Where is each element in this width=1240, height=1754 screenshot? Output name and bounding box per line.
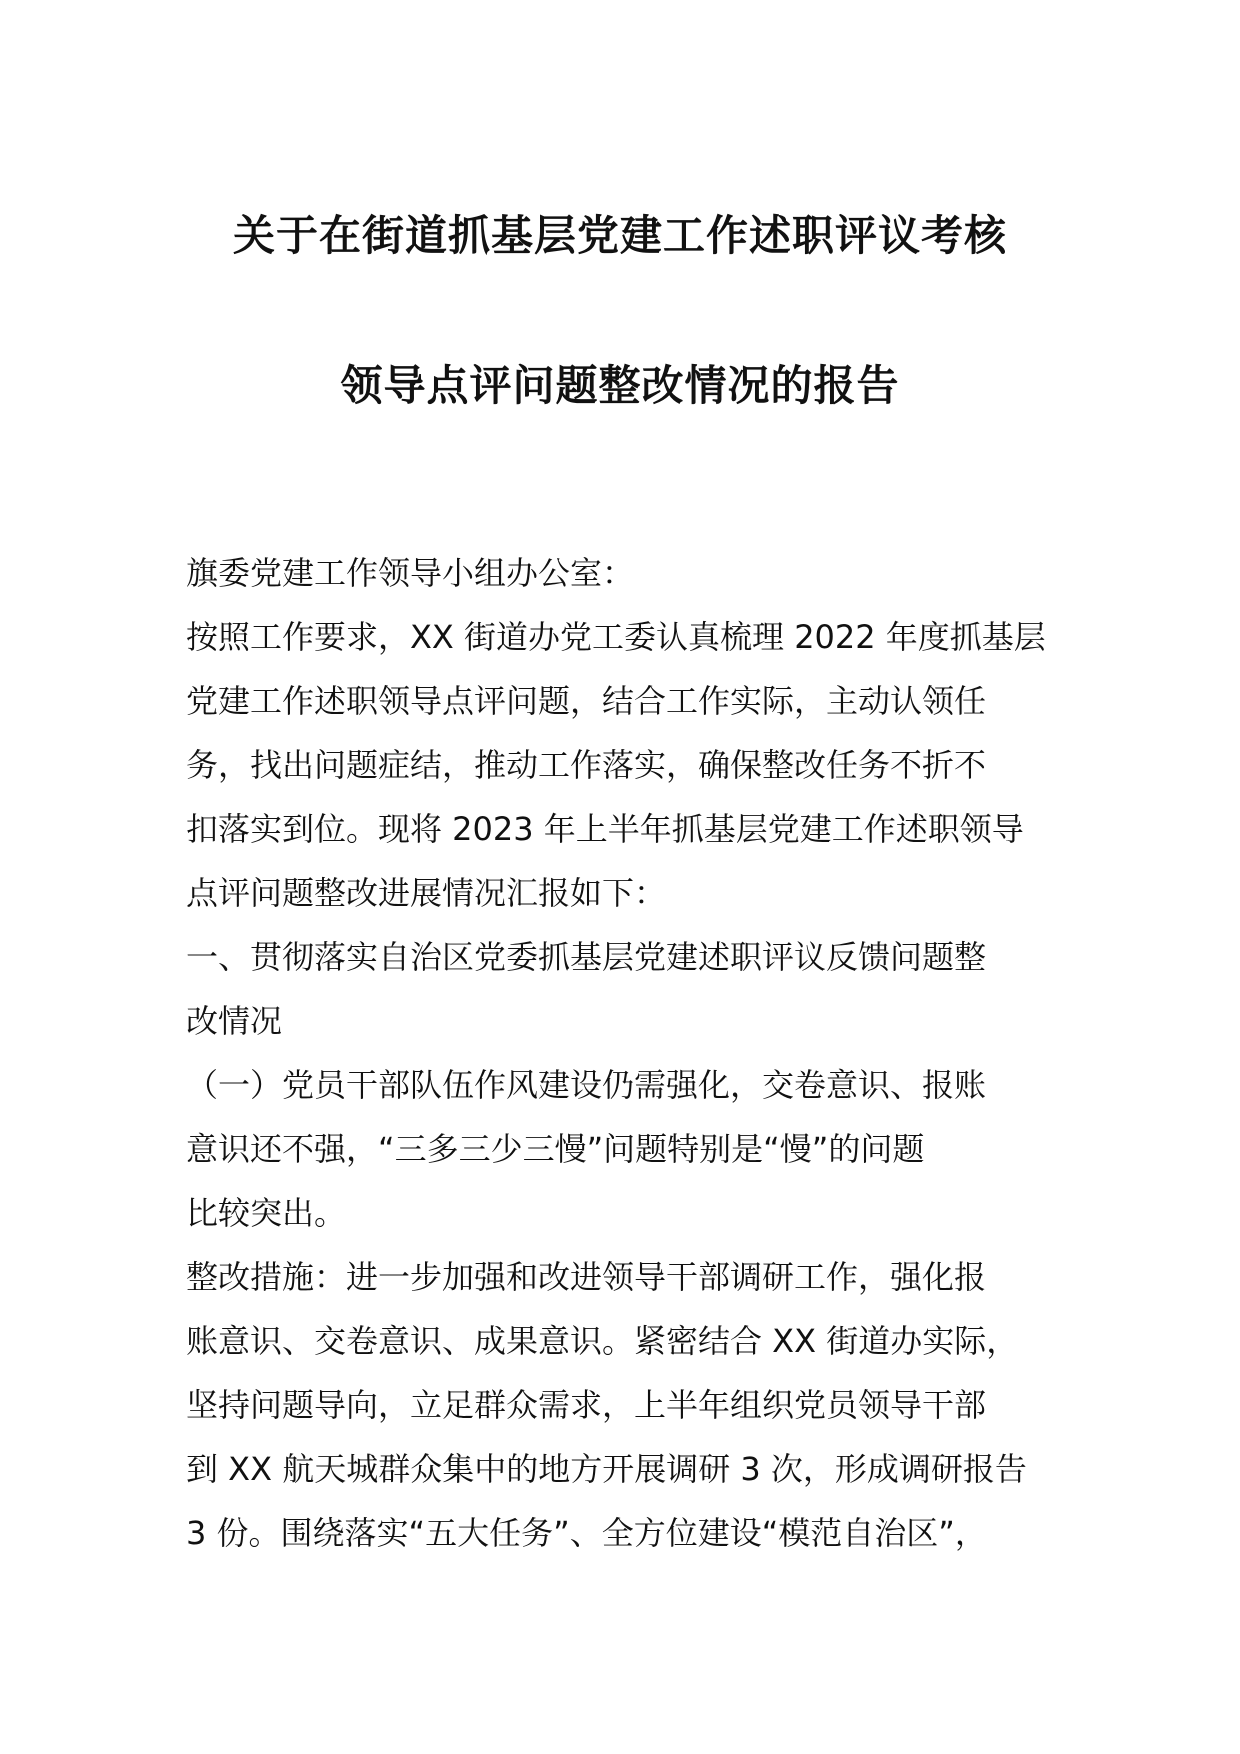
body-line: 旗委党建工作领导小组办公室： xyxy=(186,554,635,592)
body-line: 3 份。围绕落实“五大任务”、全方位建设“模范自治区”， xyxy=(186,1514,987,1552)
subsection-heading-line: （一）党员干部队伍作风建设仍需强化，交卷意识、报账 xyxy=(186,1066,987,1104)
section-heading-line: 一、贯彻落实自治区党委抓基层党建述职评议反馈问题整 xyxy=(186,938,987,976)
body-line: 账意识、交卷意识、成果意识。紧密结合 XX 街道办实际， xyxy=(186,1322,1019,1360)
body-line: 点评问题整改进展情况汇报如下： xyxy=(186,874,667,912)
body-line: 整改措施：进一步加强和改进领导干部调研工作，强化报 xyxy=(186,1258,987,1296)
body-line: 坚持问题导向，立足群众需求，上半年组织党员领导干部 xyxy=(186,1386,987,1424)
subsection-heading-line: 比较突出。 xyxy=(186,1194,347,1232)
document-title-line-2: 领导点评问题整改情况的报告 xyxy=(340,361,900,410)
section-heading-line: 改情况 xyxy=(186,1002,283,1040)
body-line: 到 XX 航天城群众集中的地方开展调研 3 次，形成调研报告 xyxy=(186,1450,1027,1488)
document-title-line-1: 关于在街道抓基层党建工作述职评议考核 xyxy=(232,211,1007,260)
body-line: 党建工作述职领导点评问题，结合工作实际，主动认领任 xyxy=(186,682,987,720)
subsection-heading-line: 意识还不强，“三多三少三慢”问题特别是“慢”的问题 xyxy=(186,1130,925,1168)
body-line: 务，找出问题症结，推动工作落实，确保整改任务不折不 xyxy=(186,746,987,784)
body-line: 扣落实到位。现将 2023 年上半年抓基层党建工作述职领导 xyxy=(186,810,1024,848)
body-line: 按照工作要求，XX 街道办党工委认真梳理 2022 年度抓基层 xyxy=(186,618,1046,656)
